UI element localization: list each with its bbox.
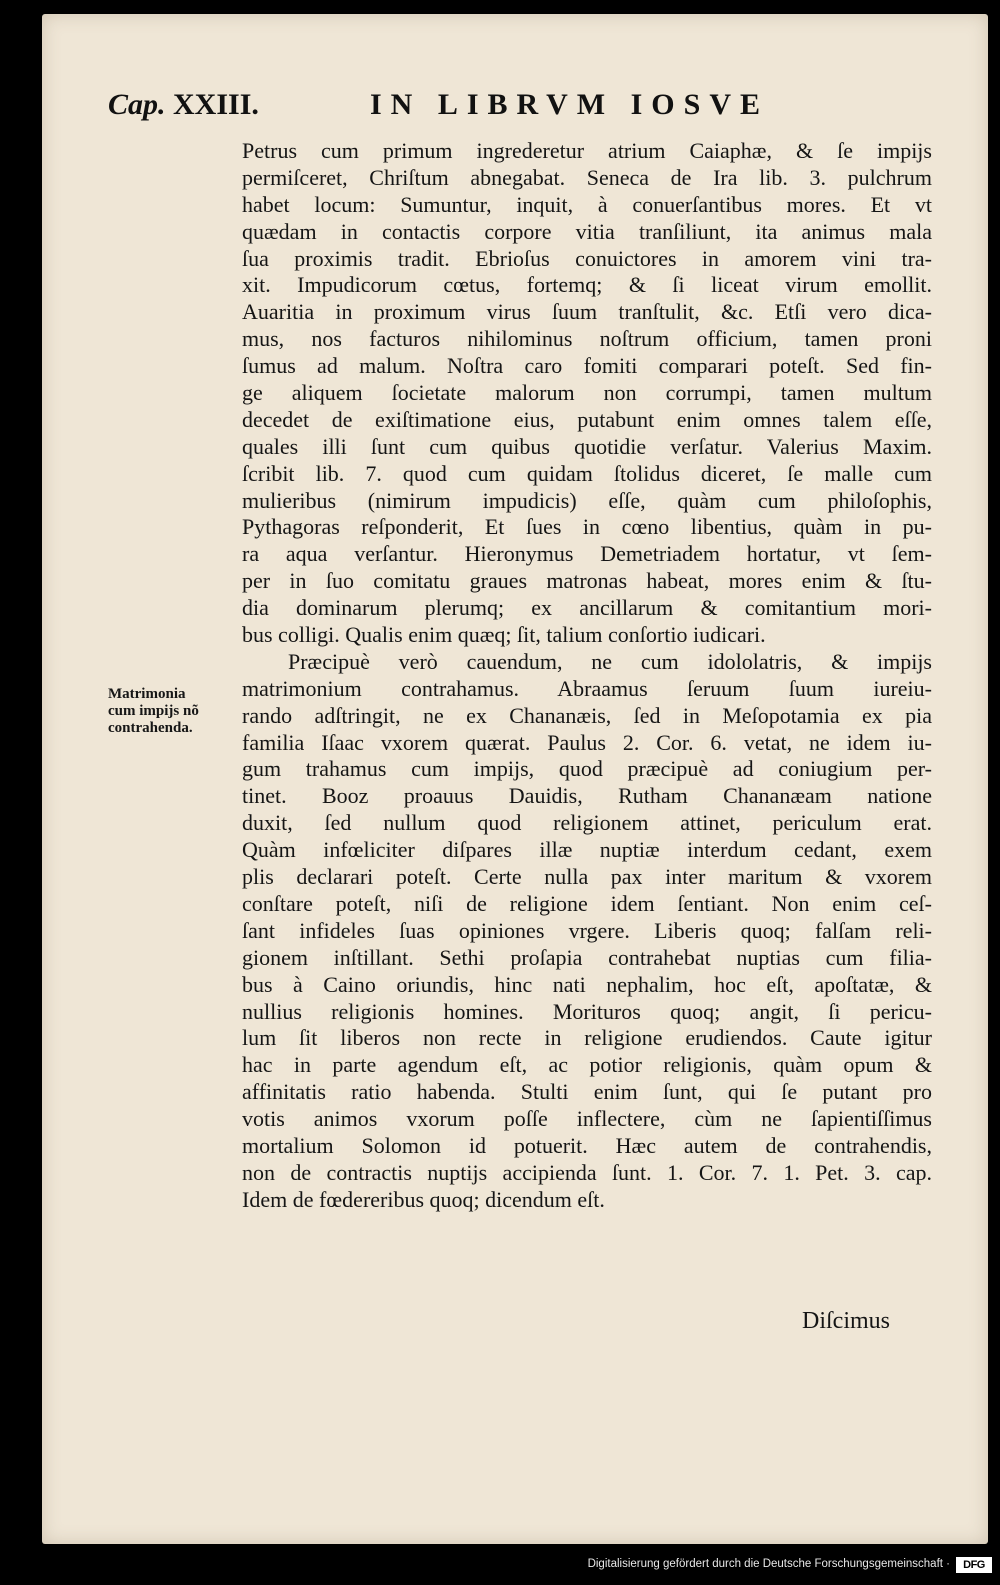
text-line: Auaritia in proximum virus ſuum tranſtulit, &c. Etſi vero dica- (242, 299, 932, 325)
text-line: mulieribus (nimirum impudicis) eſſe, quàm cum philoſophis, (242, 487, 932, 513)
body-text (242, 138, 932, 1214)
text-line: dia dominarum plerumq; ex ancillarum & comitantium mori- (242, 595, 932, 621)
text-line: conſtare poteſt, niſi de religione idem ſentiant. Non enim ceſ- (242, 890, 932, 916)
text-line: Pythagoras reſponderit, Et ſues in cœno libentius, quàm in pu- (242, 514, 932, 540)
funding-credit: Digitalisierung gefördert durch die Deutsche Forschungsgemeinschaft · (587, 1558, 950, 1570)
text-line: familia Iſaac vxorem quærat. Paulus 2. Cor. 6. vetat, ne idem iu- (242, 729, 932, 755)
text-line: nullius religionis homines. Morituros quoq; angit, ſi pericu- (242, 998, 932, 1024)
text-line: ge aliquem ſocietate malorum non corrumpi, tamen multum (242, 380, 932, 406)
marginal-line: contrahenda. (108, 720, 193, 736)
text-line: per in ſuo comitatu graues matronas habeat, mores enim & ſtu- (242, 568, 932, 594)
text-line: ra aqua verſantur. Hieronymus Demetriadem hortatur, vt ſem- (242, 541, 932, 567)
text-line: gionem inſtillant. Sethi proſapia contrahebat nuptias cum filia- (242, 944, 932, 970)
text-line: Petrus cum primum ingrederetur atrium Caiaphæ, & ſe impijs (242, 138, 932, 163)
text-line: Quàm infœliciter diſpares illæ nuptiæ interdum cedant, exem (242, 837, 932, 863)
chapter-number: XXIII. (173, 88, 259, 121)
text-line: duxit, ſed nullum quod religionem attinet, periculum erat. (242, 810, 932, 836)
text-line: votis animos vxorum poſſe inflectere, cùm ne ſapientiſſimus (242, 1106, 932, 1132)
marginal-line: cum impijs nõ (108, 703, 199, 719)
text-line: mortalium Solomon id potuerit. Hæc autem de contrahendis, (242, 1132, 932, 1158)
footer-bar (0, 1552, 1000, 1585)
book-title-head: IN LIBRVM IOSVE (370, 88, 769, 121)
chapter-prefix: Cap. (108, 88, 166, 121)
chapter-label (108, 88, 259, 122)
text-line: ſumus ad malum. Noſtra caro fomiti comparari poteſt. Sed fin- (242, 353, 932, 379)
text-line: tinet. Booz proauus Dauidis, Rutham Chananæam natione (242, 783, 932, 809)
text-line: mus, nos facturos nihilominus noſtrum officium, tamen proni (242, 326, 932, 352)
text-line: hac in parte agendum eſt, ac potior religionis, quàm opum & (242, 1052, 932, 1078)
running-head (108, 88, 968, 128)
text-line: plis declarari poteſt. Certe nulla pax inter maritum & vxorem (242, 864, 932, 890)
text-line: Idem de fœdereribus quoq; dicendum eſt. (242, 1186, 605, 1212)
text-line: quædam in contactis corpore vitia tranſiliunt, ita animus mala (242, 218, 932, 244)
catchword: Diſcimus (802, 1308, 890, 1334)
text-line: xit. Impudicorum cœtus, fortemq; & ſi liceat virum emollit. (242, 272, 932, 298)
marginal-line: Matrimonia (108, 686, 186, 702)
paragraph-start-line: Præcipuè verò cauendum, ne cum idololatris, & impijs (288, 648, 932, 674)
text-line: bus colligi. Qualis enim quæq; ſit, talium conſortio iudicari. (242, 622, 766, 648)
marginal-note (108, 686, 248, 737)
text-line: ſua proximis tradit. Ebrioſus conuictores in amorem vini tra- (242, 245, 932, 271)
text-line: quales illi ſunt cum quibus quotidie verſatur. Valerius Maxim. (242, 433, 932, 459)
text-line: ſcribit lib. 7. quod cum quidam ſtolidus diceret, ſe malle cum (242, 460, 932, 486)
text-line: ſant infideles ſuas opiniones vrgere. Liberis quoq; falſam reli- (242, 917, 932, 943)
text-line: lum ſit liberos non recte in religione erudiendos. Caute igitur (242, 1025, 932, 1051)
text-line: matrimonium contrahamus. Abraamus ſeruum ſuum iureiu- (242, 675, 932, 701)
text-line: rando adſtringit, ne ex Chananæis, ſed in Meſopotamia ex pia (242, 702, 932, 728)
text-line: affinitatis ratio habenda. Stulti enim ſunt, qui ſe putant pro (242, 1079, 932, 1105)
text-line: decedet de exiſtimatione eius, putabunt enim omnes talem eſſe, (242, 406, 932, 432)
text-line: habet locum: Sumuntur, inquit, à conuerſantibus mores. Et vt (242, 191, 932, 217)
dfg-logo: DFG (956, 1557, 992, 1573)
text-line: bus à Caino oriundis, hinc nati nephalim, hoc eſt, apoſtatæ, & (242, 971, 932, 997)
text-line: non de contractis nuptijs accipienda ſunt. 1. Cor. 7. 1. Pet. 3. cap. (242, 1159, 932, 1185)
text-line: gum trahamus cum impijs, quod præcipuè ad coniugium per- (242, 756, 932, 782)
text-line: permiſceret, Chriſtum abnegabat. Seneca de Ira lib. 3. pulchrum (242, 164, 932, 190)
